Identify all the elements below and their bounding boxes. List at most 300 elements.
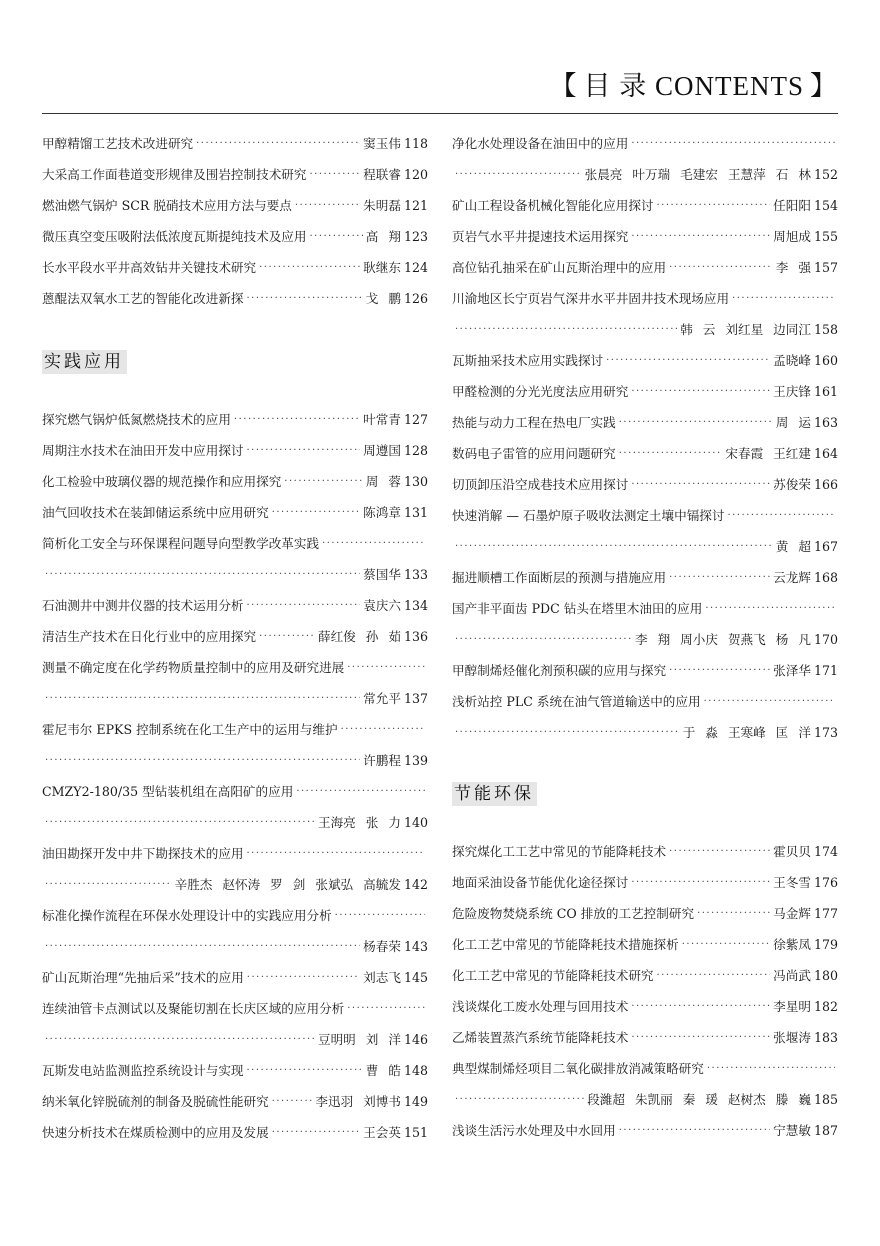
entry-page: 179 [813, 937, 838, 952]
entry-title: 高位钻孔抽采在矿山瓦斯治理中的应用 [452, 260, 667, 275]
toc-line [452, 221, 838, 252]
entry-page: 143 [403, 939, 428, 954]
entry-page: 136 [403, 629, 428, 644]
dot-leader [247, 590, 361, 621]
header-title: 目 录 CONTENTS [583, 71, 804, 101]
dot-leader [631, 1022, 770, 1053]
entry-title: 地面采油设备节能优化途径探讨 [452, 875, 629, 890]
toc-entry [452, 1115, 838, 1146]
dot-leader [247, 1055, 363, 1086]
entry-title: 浅谈煤化工废水处理与回用技术 [452, 999, 629, 1014]
entry-title: 数码电子雷管的应用问题研究 [452, 446, 616, 461]
entry-authors: 戈 鹏 [365, 291, 401, 306]
dot-leader [335, 900, 425, 931]
entry-title: 危险废物焚烧系统 CO 排放的工艺控制研究 [452, 906, 695, 921]
toc-line [452, 128, 838, 159]
entry-title: 矿山工程设备机械化智能化应用探讨 [452, 198, 654, 213]
right-energy-list [452, 836, 838, 1146]
entry-authors: 薛红俊 孙 茹 [317, 629, 401, 644]
entry-page: 145 [403, 970, 428, 985]
entry-title: 长水平段水平井高效钻井关键技术研究 [42, 260, 257, 275]
toc-line [452, 283, 838, 314]
toc-entry [452, 960, 838, 991]
toc-entry [42, 404, 428, 435]
entry-title: 探究燃气锅炉低氮燃烧技术的应用 [42, 412, 231, 427]
toc-line [42, 1055, 428, 1086]
entry-page: 127 [403, 412, 428, 427]
toc-line [452, 593, 838, 624]
entry-title: 燃油燃气锅炉 SCR 脱硝技术应用方法与要点 [42, 198, 292, 213]
entry-page: 126 [403, 291, 428, 306]
entry-page: 183 [813, 1030, 838, 1045]
entry-authors: 王冬雪 [773, 875, 811, 890]
dot-leader [669, 655, 770, 686]
dot-leader [669, 562, 770, 593]
entry-authors: 王会英 [363, 1125, 401, 1140]
toc-line [452, 1053, 838, 1084]
dot-leader [631, 376, 770, 407]
toc-line [452, 960, 838, 991]
entry-page: 161 [813, 384, 838, 399]
dot-leader [296, 776, 425, 807]
dot-leader [455, 531, 773, 562]
toc-line [42, 466, 428, 497]
toc-line [42, 404, 428, 435]
entry-title: 切顶卸压沿空成巷技术应用探讨 [452, 477, 629, 492]
dot-leader [284, 466, 362, 497]
header-bracket-close: 】 [810, 71, 838, 101]
toc-entry [452, 407, 838, 438]
dot-leader [455, 1084, 584, 1115]
entry-page: 164 [813, 446, 838, 461]
toc-entry [452, 655, 838, 686]
entry-title: 浅谈生活污水处理及中水回用 [452, 1123, 616, 1138]
entry-title: 霍尼韦尔 EPKS 控制系统在化工生产中的运用与维护 [42, 722, 338, 737]
entry-page: 130 [403, 474, 428, 489]
toc-entry [42, 838, 428, 900]
toc-entry [452, 345, 838, 376]
entry-authors: 任阳阳 [773, 198, 811, 213]
dot-leader [45, 807, 315, 838]
toc-line [452, 1115, 838, 1146]
dot-leader [682, 929, 770, 960]
toc-entry [452, 283, 838, 345]
toc-line [42, 1024, 428, 1055]
entry-title: 油气回收技术在装卸储运系统中应用研究 [42, 505, 269, 520]
dot-leader [619, 407, 773, 438]
entry-title: 纳米氧化锌脱硫剂的制备及脱硫性能研究 [42, 1094, 269, 1109]
dot-leader [732, 283, 835, 314]
dot-leader [705, 593, 835, 624]
toc-entry [452, 438, 838, 469]
entry-page: 155 [813, 229, 838, 244]
section-energy-wrap [452, 782, 838, 812]
section-practice-wrap [42, 350, 428, 380]
dot-leader [259, 621, 315, 652]
toc-entry [452, 190, 838, 221]
dot-leader [669, 836, 770, 867]
entry-title: 周期注水技术在油田开发中应用探讨 [42, 443, 244, 458]
toc-entry [42, 993, 428, 1055]
entry-authors: 张泽华 [773, 663, 811, 678]
entry-page: 170 [813, 632, 838, 647]
entry-title: 简析化工安全与环保课程问题导向型教学改革实践 [42, 536, 320, 551]
dot-leader [247, 838, 426, 869]
entry-authors: 李 强 [775, 260, 811, 275]
entry-page: 131 [403, 505, 428, 520]
entry-authors: 周旭成 [773, 229, 811, 244]
toc-line [42, 683, 428, 714]
entry-title: 甲醇制烯烃催化剂预积碳的应用与探究 [452, 663, 667, 678]
entry-title: 乙烯装置蒸汽系统节能降耗技术 [452, 1030, 629, 1045]
entry-title: 清洁生产技术在日化行业中的应用探究 [42, 629, 257, 644]
dot-leader [455, 159, 582, 190]
entry-authors: 孟晓峰 [773, 353, 811, 368]
toc-line [42, 590, 428, 621]
entry-authors: 周 运 [775, 415, 811, 430]
entry-title: 连续油管卡点测试以及聚能切割在长庆区域的应用分析 [42, 1001, 345, 1016]
toc-entry [452, 867, 838, 898]
dot-leader [657, 960, 771, 991]
entry-page: 118 [403, 136, 428, 151]
toc-entry [42, 190, 428, 221]
toc-entry [42, 621, 428, 652]
toc-line [42, 776, 428, 807]
dot-leader [631, 867, 770, 898]
dot-leader [707, 1053, 835, 1084]
dot-leader [247, 962, 360, 993]
entry-page: 123 [403, 229, 428, 244]
toc-line [452, 469, 838, 500]
entry-authors: 豆明明 刘 洋 [317, 1032, 401, 1047]
right-top-list [452, 128, 838, 748]
dot-leader [45, 1024, 315, 1055]
toc-line [452, 624, 838, 655]
entry-title: 矿山瓦斯治理“先抽后采”技术的应用 [42, 970, 244, 985]
entry-title: 国产非平面齿 PDC 钻头在塔里木油田的应用 [452, 601, 703, 616]
toc-line [42, 128, 428, 159]
dot-leader [272, 497, 360, 528]
entry-authors: 宁慧敏 [773, 1123, 811, 1138]
toc-line [452, 717, 838, 748]
toc-entry [452, 1053, 838, 1115]
toc-entry [452, 593, 838, 655]
entry-title: 探究煤化工工艺中常见的节能降耗技术 [452, 844, 667, 859]
entry-page: 166 [813, 477, 838, 492]
toc-entry [42, 900, 428, 962]
toc-entry [42, 128, 428, 159]
entry-authors: 李星明 [773, 999, 811, 1014]
entry-title: 大采高工作面巷道变形规律及围岩控制技术研究 [42, 167, 307, 182]
entry-authors: 朱明磊 [363, 198, 401, 213]
entry-page: 182 [813, 999, 838, 1014]
toc-line [42, 497, 428, 528]
toc-line [42, 807, 428, 838]
entry-page: 139 [403, 753, 428, 768]
contents-header [0, 66, 838, 106]
toc-line [42, 221, 428, 252]
toc-line [452, 500, 838, 531]
dot-leader [347, 652, 425, 683]
toc-entry [42, 497, 428, 528]
dot-leader [455, 624, 632, 655]
toc-entry [42, 528, 428, 590]
entry-authors: 张晨亮 叶万瑞 毛建宏 王慧萍 石 林 [584, 167, 811, 182]
entry-authors: 云龙辉 [773, 570, 811, 585]
entry-authors: 徐紫凤 [773, 937, 811, 952]
entry-page: 151 [403, 1125, 428, 1140]
entry-page: 173 [813, 725, 838, 740]
header-rule [42, 113, 838, 114]
dot-leader [631, 991, 770, 1022]
toc-line [42, 528, 428, 559]
entry-page: 180 [813, 968, 838, 983]
entry-authors: 黄 超 [775, 539, 811, 554]
toc-entry [42, 283, 428, 314]
dot-leader [247, 283, 363, 314]
entry-authors: 周遵国 [363, 443, 401, 458]
entry-title: 快速消解 — 石墨炉原子吸收法测定土壤中镉探讨 [452, 508, 725, 523]
toc-line [452, 407, 838, 438]
left-practice-list [42, 404, 428, 1148]
toc-entry [452, 128, 838, 190]
dot-leader [697, 898, 770, 929]
toc-entry [42, 159, 428, 190]
entry-title: 化工检验中玻璃仪器的规范操作和应用探究 [42, 474, 282, 489]
entry-authors: 张堰涛 [773, 1030, 811, 1045]
dot-leader [45, 683, 360, 714]
toc-entry [452, 252, 838, 283]
dot-leader [619, 438, 723, 469]
toc-line [452, 867, 838, 898]
entry-authors: 马金辉 [773, 906, 811, 921]
entry-title: 快速分析技术在煤质检测中的应用及发展 [42, 1125, 269, 1140]
dot-leader [631, 221, 770, 252]
dot-leader [309, 221, 362, 252]
toc-line [42, 283, 428, 314]
entry-title: 典型煤制烯烃项目二氧化碳排放消减策略研究 [452, 1061, 704, 1076]
toc-entry [42, 1055, 428, 1086]
entry-title: 标准化操作流程在环保水处理设计中的实践应用分析 [42, 908, 332, 923]
entry-page: 157 [813, 260, 838, 275]
entry-title: 净化水处理设备在油田中的应用 [452, 136, 629, 151]
toc-line [42, 1086, 428, 1117]
entry-page: 137 [403, 691, 428, 706]
toc-entry [42, 652, 428, 714]
entry-authors: 霍贝贝 [773, 844, 811, 859]
right-column [452, 128, 838, 1146]
entry-authors: 李 翔 周小庆 贺燕飞 杨 凡 [634, 632, 811, 647]
toc-line [452, 438, 838, 469]
entry-authors: 杨春荣 [363, 939, 401, 954]
toc-entry [42, 435, 428, 466]
toc-line [42, 931, 428, 962]
toc-line [452, 562, 838, 593]
entry-page: 148 [403, 1063, 428, 1078]
dot-leader [234, 404, 360, 435]
entry-title: 化工工艺中常见的节能降耗技术措施探析 [452, 937, 679, 952]
dot-leader [247, 435, 361, 466]
entry-authors: 刘志飞 [363, 970, 401, 985]
entry-page: 171 [813, 663, 838, 678]
entry-authors: 叶常青 [363, 412, 401, 427]
entry-authors: 宋春霞 王红建 [725, 446, 811, 461]
toc-line [42, 435, 428, 466]
dot-leader [619, 1115, 770, 1146]
entry-page: 140 [403, 815, 428, 830]
entry-authors: 辛胜杰 赵怀涛 罗 剑 张斌弘 高毓发 [174, 877, 401, 892]
entry-authors: 陈鸿章 [363, 505, 401, 520]
toc-entry [42, 252, 428, 283]
toc-line [42, 652, 428, 683]
entry-page: 160 [813, 353, 838, 368]
toc-line [452, 1022, 838, 1053]
toc-line [452, 836, 838, 867]
entry-title: 蒽醌法双氧水工艺的智能化改进新探 [42, 291, 244, 306]
dot-leader [45, 931, 360, 962]
entry-title: 微压真空变压吸附法低浓度瓦斯提纯技术及应用 [42, 229, 307, 244]
entry-title: 浅析站控 PLC 系统在油气管道输送中的应用 [452, 694, 701, 709]
toc-line [452, 1084, 838, 1115]
entry-title: 川渝地区长宁页岩气深井水平井固井技术现场应用 [452, 291, 730, 306]
entry-page: 149 [403, 1094, 428, 1109]
toc-line [42, 559, 428, 590]
entry-page: 176 [813, 875, 838, 890]
dot-leader [455, 314, 677, 345]
dot-leader [295, 190, 360, 221]
entry-page: 134 [403, 598, 428, 613]
entry-authors: 于 淼 王寒峰 匡 洋 [682, 725, 811, 740]
toc-entry [452, 376, 838, 407]
entry-authors: 王海亮 张 力 [317, 815, 401, 830]
entry-page: 185 [813, 1092, 838, 1107]
dot-leader [704, 686, 835, 717]
toc-line [452, 991, 838, 1022]
toc-entry [42, 590, 428, 621]
entry-authors: 高 翔 [365, 229, 401, 244]
toc-line [42, 993, 428, 1024]
toc-line [452, 252, 838, 283]
entry-page: 167 [813, 539, 838, 554]
toc-line [452, 686, 838, 717]
left-top-list [42, 128, 428, 314]
entry-title: 热能与动力工程在热电厂实践 [452, 415, 616, 430]
entry-authors: 常允平 [363, 691, 401, 706]
toc-line [452, 314, 838, 345]
entry-authors: 耿继东 [363, 260, 401, 275]
entry-title: CMZY2-180/35 型钻装机组在高阳矿的应用 [42, 784, 294, 799]
entry-page: 121 [403, 198, 428, 213]
toc-line [42, 869, 428, 900]
toc-line [42, 745, 428, 776]
toc-entry [42, 714, 428, 776]
toc-line [452, 655, 838, 686]
dot-leader [322, 528, 425, 559]
dot-leader [657, 190, 771, 221]
dot-leader [259, 252, 360, 283]
dot-leader [631, 128, 835, 159]
entry-page: 177 [813, 906, 838, 921]
entry-title: 油田勘探开发中井下勘探技术的应用 [42, 846, 244, 861]
entry-page: 152 [813, 167, 838, 182]
toc-line [42, 1117, 428, 1148]
entry-title: 页岩气水平井提速技术运用探究 [452, 229, 629, 244]
entry-title: 测量不确定度在化学药物质量控制中的应用及研究进展 [42, 660, 345, 675]
entry-page: 174 [813, 844, 838, 859]
entry-page: 120 [403, 167, 428, 182]
entry-title: 掘进顺槽工作面断层的预测与措施应用 [452, 570, 667, 585]
toc-entry [42, 466, 428, 497]
entry-page: 146 [403, 1032, 428, 1047]
dot-leader [347, 993, 425, 1024]
dot-leader [606, 345, 770, 376]
section-heading-practice: 实践应用 [42, 350, 127, 374]
entry-page: 142 [403, 877, 428, 892]
entry-authors: 周 蓉 [365, 474, 401, 489]
toc-entry [42, 221, 428, 252]
toc-line [452, 345, 838, 376]
entry-title: 石油测井中测井仪器的技术运用分析 [42, 598, 244, 613]
section-heading-energy: 节能环保 [452, 782, 537, 806]
left-column [42, 128, 428, 1148]
entry-authors: 王庆锋 [773, 384, 811, 399]
dot-leader [341, 714, 425, 745]
toc-entry [452, 991, 838, 1022]
dot-leader [45, 869, 172, 900]
toc-entry [452, 469, 838, 500]
toc-entry [452, 500, 838, 562]
toc-entry [452, 562, 838, 593]
entry-page: 168 [813, 570, 838, 585]
toc-entry [452, 686, 838, 748]
toc-entry [452, 929, 838, 960]
entry-title: 化工工艺中常见的节能降耗技术研究 [452, 968, 654, 983]
entry-authors: 段濰超 朱凯丽 秦 瑗 赵树杰 滕 巍 [587, 1092, 811, 1107]
header-bracket-open: 【 [549, 71, 578, 101]
toc-entry [452, 221, 838, 252]
toc-line [452, 159, 838, 190]
dot-leader [727, 500, 835, 531]
toc-entry [42, 962, 428, 993]
entry-authors: 袁庆六 [363, 598, 401, 613]
dot-leader [45, 745, 360, 776]
entry-page: 128 [403, 443, 428, 458]
entry-page: 124 [403, 260, 428, 275]
entry-title: 瓦斯抽采技术应用实践探讨 [452, 353, 604, 368]
dot-leader [669, 252, 773, 283]
dot-leader [272, 1117, 360, 1148]
toc-entry [452, 898, 838, 929]
entry-authors: 程联睿 [363, 167, 401, 182]
toc-line [42, 621, 428, 652]
dot-leader [455, 717, 680, 748]
entry-authors: 窦玉伟 [363, 136, 401, 151]
entry-authors: 曹 皓 [365, 1063, 401, 1078]
entry-authors: 冯尚武 [773, 968, 811, 983]
entry-authors: 许鹏程 [363, 753, 401, 768]
dot-leader [631, 469, 770, 500]
entry-page: 163 [813, 415, 838, 430]
toc-line [452, 929, 838, 960]
dot-leader [196, 128, 360, 159]
toc-line [42, 900, 428, 931]
toc-line [452, 376, 838, 407]
entry-page: 158 [813, 322, 838, 337]
entry-authors: 苏俊荣 [773, 477, 811, 492]
entry-title: 甲醇精馏工艺技术改进研究 [42, 136, 194, 151]
toc-line [42, 252, 428, 283]
entry-page: 133 [403, 567, 428, 582]
